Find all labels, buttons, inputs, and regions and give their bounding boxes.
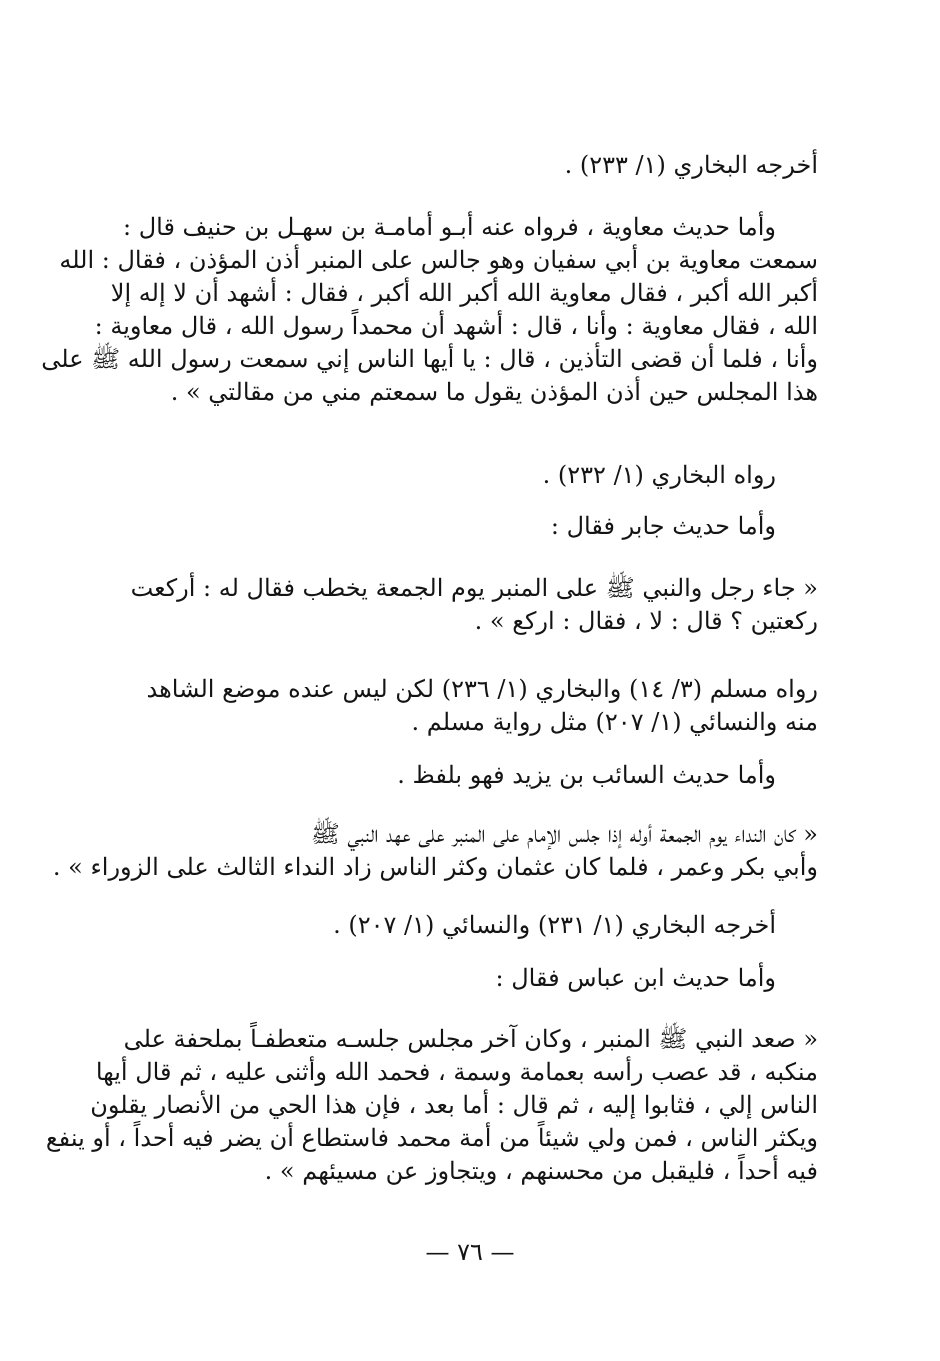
text-line: وأما حديث جابر فقال : bbox=[550, 512, 776, 540]
text-line: ركعتين ؟ قال : لا ، فقال : اركع » . bbox=[474, 607, 818, 635]
text-line: الله ، فقال معاوية : وأنا ، قال : أشهد أن محمداً رسول الله ، قال معاوية : bbox=[94, 312, 818, 340]
text-line: وأبي بكر وعمر ، فلما كان عثمان وكثر الناس زاد النداء الثالث على الزوراء » . bbox=[52, 853, 818, 881]
paragraph-bukhari-233 bbox=[108, 149, 818, 182]
paragraph-bukhari-nasai bbox=[108, 909, 818, 942]
text-line: وأما حديث السائب بن يزيد فهو بلفظ . bbox=[397, 761, 776, 789]
text-line: « جاء رجل والنبي ﷺ على المنبر يوم الجمعة يخطب فقال له : أركعت bbox=[130, 574, 818, 602]
text-line: ويكثر الناس ، فمن ولي شيئاً من أمة محمد فاستطاع أن يضر فيه أحداً ، أو ينفع bbox=[45, 1124, 818, 1152]
text-line: منه والنسائي (١/ ٢٠٧) مثل رواية مسلم . bbox=[411, 708, 818, 736]
text-line: وأما حديث معاوية ، فرواه عنه أبـو أمامـة بن سهـل بن حنيف قال : bbox=[122, 213, 776, 241]
text-line: فيه أحداً ، فليقبل من محسنهم ، ويتجاوز عن مسيئهم » . bbox=[264, 1157, 818, 1185]
text-line: أخرجه البخاري (١/ ٢٣١) والنسائي (١/ ٢٠٧) . bbox=[333, 911, 776, 939]
page-number: — ٧٦ — bbox=[425, 1238, 515, 1266]
paragraph-jabir-hadith bbox=[108, 572, 818, 638]
paragraph-muslim-reference bbox=[108, 673, 818, 739]
text-line: منكبه ، قد عصب رأسه بعمامة وسمة ، فحمد الله وأثنى عليه ، ثم قال أيها bbox=[95, 1058, 818, 1086]
paragraph-jabir-intro bbox=[108, 510, 818, 543]
text-line: وأنا ، فلما أن قضى التأذين ، قال : يا أيها الناس إني سمعت رسول الله ﷺ على bbox=[41, 345, 818, 373]
text-line: الناس إلي ، فثابوا إليه ، ثم قال : أما بعد ، فإن هذا الحي من الأنصار يقلون bbox=[90, 1091, 818, 1119]
paragraph-saib-intro bbox=[108, 759, 818, 792]
paragraph-ibn-abbas-hadith bbox=[45, 1023, 818, 1188]
paragraph-bukhari-232 bbox=[108, 459, 818, 492]
text-line: هذا المجلس حين أذن المؤذن يقول ما سمعتم مني من مقالتي » . bbox=[170, 378, 818, 406]
text-line: رواه مسلم (٣/ ١٤) والبخاري (١/ ٢٣٦) لكن ليس عنده موضع الشاهد bbox=[146, 675, 818, 703]
text-line: سمعت معاوية بن أبي سفيان وهو جالس على المنبر أذن المؤذن ، فقال : الله bbox=[59, 246, 818, 274]
text-line: « صعد النبي ﷺ المنبر ، وكان آخر مجلس جلسـه متعطفـاً بملحفة على bbox=[123, 1025, 818, 1053]
paragraph-ibn-abbas-intro bbox=[108, 962, 818, 995]
text-line: وأما حديث ابن عباس فقال : bbox=[495, 964, 776, 992]
paragraph-muawiya-hadith bbox=[41, 211, 818, 409]
text-line: أكبر الله أكبر ، فقال معاوية الله أكبر الله أكبر ، فقال : أشهد أن لا إله إلا bbox=[110, 279, 818, 307]
text-line: أخرجه البخاري (١/ ٢٣٣) . bbox=[564, 151, 818, 179]
paragraph-saib-hadith bbox=[52, 818, 818, 884]
text-line: رواه البخاري (١/ ٢٣٢) . bbox=[542, 461, 776, 489]
text-line: « كان النداء يوم الجمعة أوله إذا جلس الإمام على المنبر على عهد النبي ﷺ bbox=[310, 820, 818, 848]
